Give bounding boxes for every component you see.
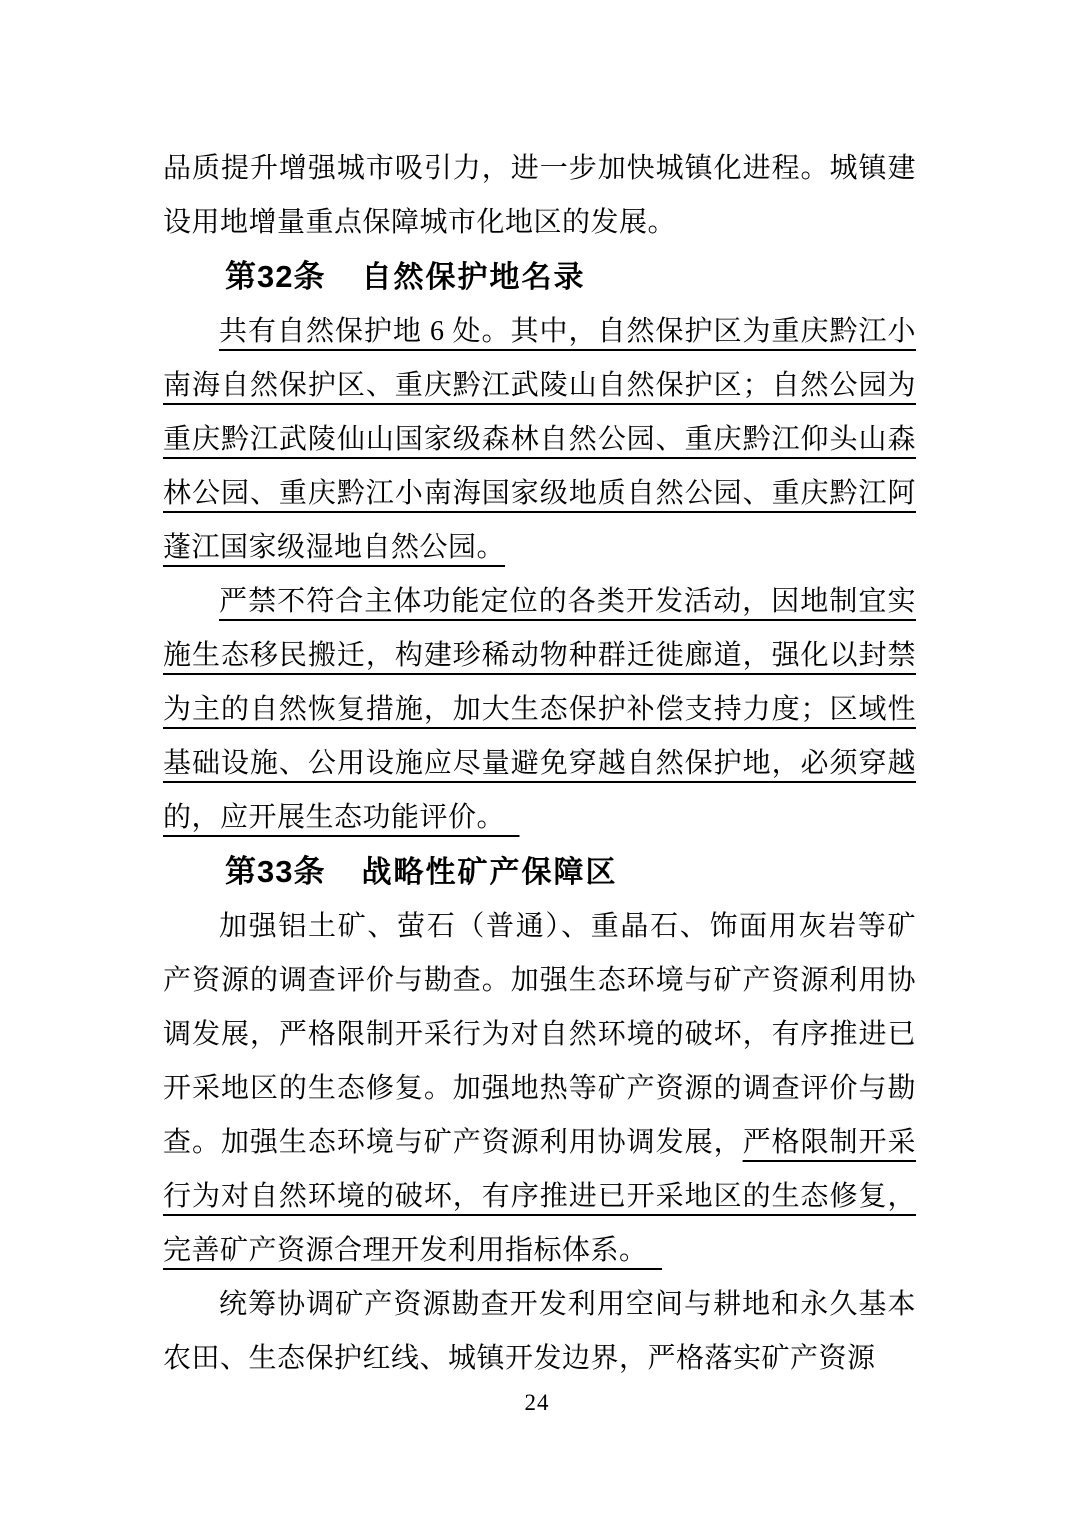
text-run: 统筹协调矿产资源勘查开发利用空间与耕地和永久基本农田、生态保护红线、城镇开发边界，严格落实矿产资源 [163, 1289, 916, 1374]
underlined-text: 共有自然保护地 6 处。其中，自然保护区为重庆黔江小南海自然保护区、重庆黔江武陵山自然保护区；自然公园为重庆黔江武陵仙山国家级森林自然公园、重庆黔江仰头山森林公园、重庆黔江小南海国家级地质自然公园、重庆黔江阿蓬江国家级湿地自然公园。 [163, 316, 916, 563]
page-number: 24 [524, 1390, 550, 1415]
paragraph [163, 142, 916, 250]
underlined-text: 严禁不符合主体功能定位的各类开发活动，因地制宜实施生态移民搬迁，构建珍稀动物种群迁徙廊道，强化以封禁为主的自然恢复措施，加大生态保护补偿支持力度；区域性基础设施、公用设施应尽量避免穿越自然保护地，必须穿越的，应开展生态功能评价。 [163, 586, 916, 833]
paragraph [163, 900, 916, 1278]
text-run: 品质提升增强城市吸引力，进一步加快城镇化进程。城镇建设用地增量重点保障城市化地区的发展。 [163, 153, 916, 238]
paragraph [163, 575, 916, 845]
article-number: 第32条 [225, 259, 326, 294]
paragraph [163, 305, 916, 575]
article-heading [163, 250, 916, 305]
document-body [163, 142, 916, 1386]
text-run: 加强铝土矿、萤石（普通）、重晶石、饰面用灰岩等矿产资源的调查评价与勘查。加强生态环境与矿产资源利用协调发展，严格限制开采行为对自然环境的破坏，有序推进已开采地区的生态修复。加强地热等矿产资源的调查评价与勘查。加强生态环境与矿产资源利用协调发展， [163, 911, 916, 1158]
article-heading [163, 845, 916, 900]
paragraph [163, 1278, 916, 1386]
article-number: 第33条 [225, 854, 326, 889]
underlined-text: 严格限制开采行为对自然环境的破坏，有序推进已开采地区的生态修复，完善矿产资源合理开发利用指标体系。 [163, 1127, 916, 1266]
article-title: 战略性矿产保障区 [361, 856, 618, 889]
article-title: 自然保护地名录 [361, 261, 586, 294]
